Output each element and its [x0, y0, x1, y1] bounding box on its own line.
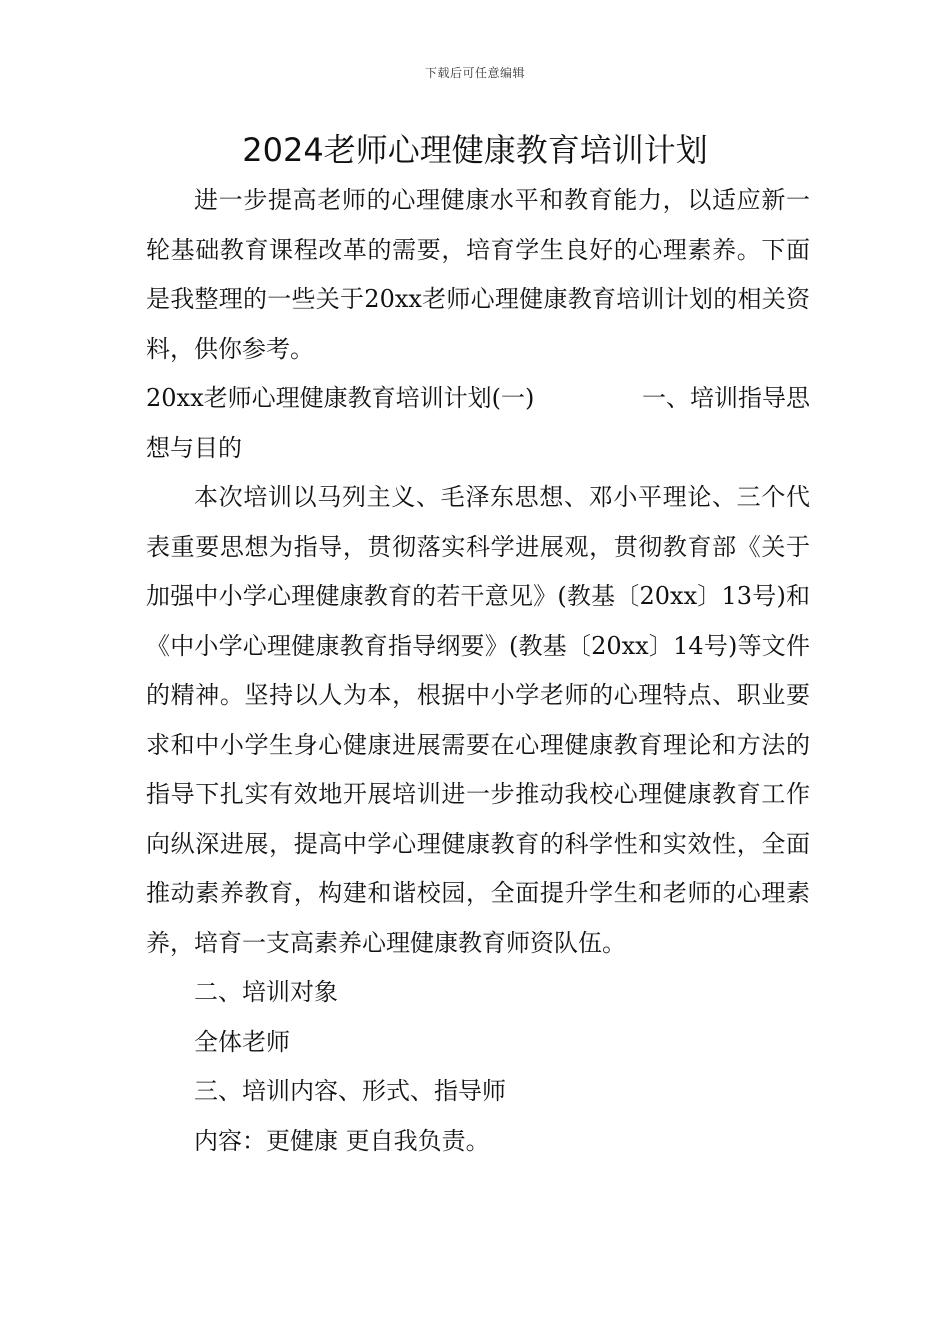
section2-title: 二、培训对象 [194, 978, 338, 1006]
section3-title: 三、培训内容、形式、指导师 [194, 1077, 506, 1105]
document-body [146, 176, 810, 1166]
header-note: 下载后可任意编辑 [424, 66, 525, 80]
plan-heading: 20xx老师心理健康教育培训计划(一) [146, 384, 535, 412]
section2-body: 全体老师 [194, 1027, 290, 1056]
section1-title-end: 想与目的 [146, 433, 242, 462]
section1-paragraph: 本次培训以马列主义、毛泽东思想、邓小平理论、三个代表重要思想为指导，贯彻落实科学进展观，贯彻教育部《关于加强中小学心理健康教育的若干意见》(教基〔20xx〕13号)和《中小学心理健康教育指导纲要》(教基〔20xx〕14号)等文件的精神。坚持以人为本，根据中小学老师的心理特点、职业要求和中小学生身心健康进展需要在心理健康教育理论和方法的指导下扎实有效地开展培训进一步推动我校心理健康教育工作向纵深进展，提高中学心理健康教育的科学性和实效性，全面推动素养教育，构建和谐校园，全面提升学生和老师的心理素养，培育一支高素养心理健康教育师资队伍。 [146, 483, 810, 957]
plan-heading-line [146, 374, 810, 424]
section1-title-start: 一、培训指导思 [642, 384, 810, 412]
section3-content: 内容：更健康 更自我负责。 [194, 1126, 490, 1155]
intro-paragraph: 进一步提高老师的心理健康水平和教育能力，以适应新一轮基础教育课程改革的需要，培育学生良好的心理素养。下面是我整理的一些关于20xx老师心理健康教育培训计划的相关资料，供你参考。 [146, 186, 810, 363]
document-title: 2024老师心理健康教育培训计划 [242, 131, 708, 169]
